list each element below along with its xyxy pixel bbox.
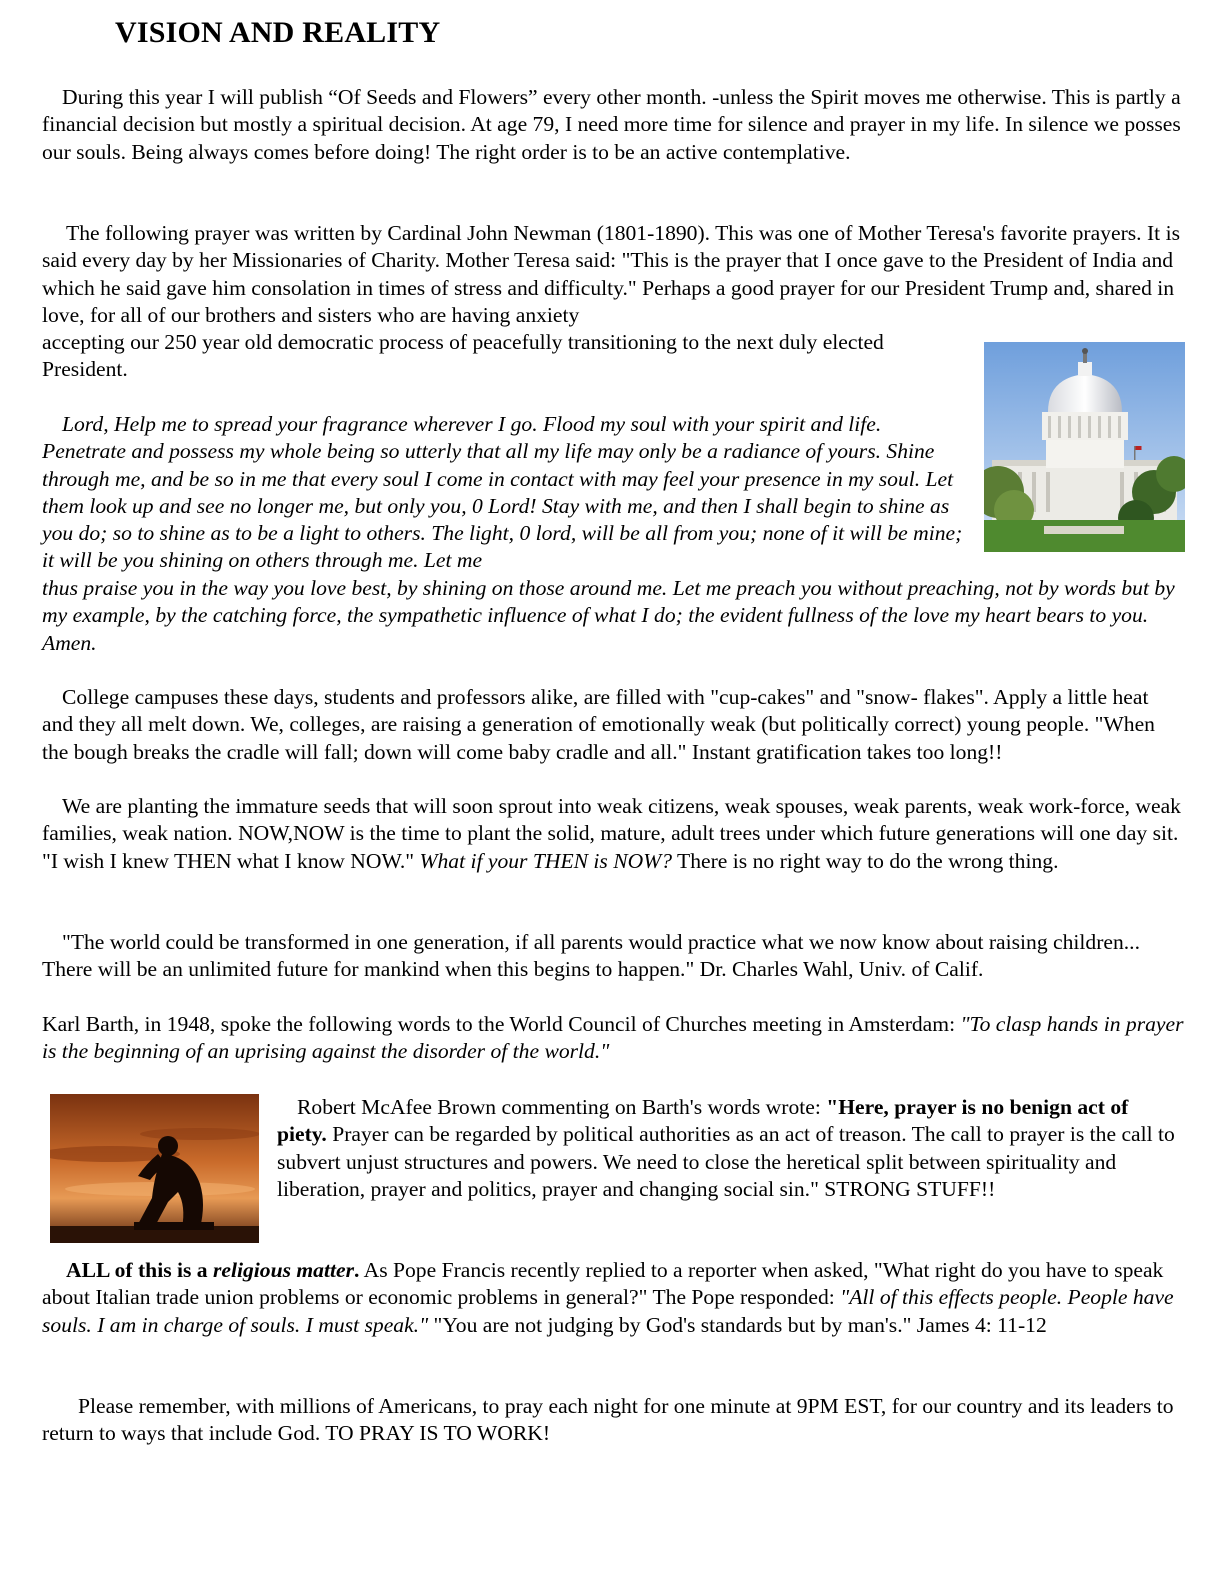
praying-silhouette-image [50, 1094, 259, 1243]
barth-text: Karl Barth, in 1948, spoke the following words to the World Council of Churches meeting in Amsterdam: [42, 1012, 961, 1036]
prayer-text-part1: Lord, Help me to spread your fragrance wherever I go. Flood my soul with your spirit and life. Penetrate and possess my whole being so utterly that all my life may only be a radiance of yours. Shine through me, and be so in me that every soul I come in contact with may feel your presence in my soul. Let them look up and see no longer me, but only you, 0 Lord! Stay with me, and then I shall begin to shine as you do; so to shine as to be a light to others. The light, 0 lord, will be all from you; none of it will be mine; it will be you shining on others through me. Let me [42, 412, 963, 573]
prayer-intro-continued-text: accepting our 250 year old democratic process of peacefully transitioning to the next duly elected President. [42, 330, 884, 382]
religious-matter-emphasis: religious matter [213, 1258, 354, 1282]
prayer-intro-continued [42, 329, 967, 384]
brown-quote-text: Prayer can be regarded by political authorities as an act of treason. The call to prayer is the call to subvert unjust structures and powers. We need to close the heretical split between spirituality and liberation, prayer and politics, prayer and changing social sin." STRONG STUFF!! [277, 1122, 1175, 1201]
prayer-text [42, 411, 967, 575]
page-title: VISION AND REALITY [115, 16, 441, 49]
prayer-text-continued [42, 575, 1184, 657]
immature-seeds-text-end: There is no right way to do the wrong thing. [672, 848, 1059, 873]
brown-bold-quote: "Here, prayer is no benign act of piety. [277, 1095, 1129, 1147]
wahl-quote-text: "The world could be transformed in one generation, if all parents would practice what we now know about raising children... There will be an unlimited future for mankind when this begins to happen." Dr. Charles Wahl, Univ. of Calif. [42, 930, 1140, 982]
barth-quote: "To clasp hands in prayer is the beginning of an uprising against the disorder of the world." [42, 1012, 1184, 1064]
religious-matter-period: . [353, 1258, 360, 1282]
immature-seeds-paragraph [42, 793, 1184, 875]
brown-quote-paragraph [277, 1094, 1182, 1203]
prayer-intro-text: The following prayer was written by Cardinal John Newman (1801-1890). This was one of Mother Teresa's favorite prayers. It is said every day by her Missionaries of Charity. Mother Teresa said: "This is the prayer that I once gave to the President of India and which he said gave him consolation in times of stress and difficulty." Perhaps a good prayer for our President Trump and, shared in love, for all of our brothers and sisters who are having anxiety [42, 221, 1180, 327]
then-is-now-quote: What if your THEN is NOW? [419, 848, 673, 873]
wahl-quote-paragraph [42, 929, 1184, 984]
college-campuses-paragraph [42, 684, 1184, 766]
college-campuses-text: College campuses these days, students and professors alike, are filled with "cup-cakes" and "snow- flakes". Apply a little heat and they all melt down. We, colleges, are raising a generation of emotionally weak (but politically correct) young people. "When the bough breaks the cradle will fall; down will come baby cradle and all." Instant gratification takes too long!! [42, 685, 1155, 764]
capitol-building-image [984, 342, 1185, 552]
intro-text: During this year I will publish “Of Seeds and Flowers” every other month. -unless the Spirit moves me otherwise. This is partly a financial decision but mostly a spiritual decision. At age 79, I need more time for silence and prayer in my life. In silence we posses our souls. Being always comes before doing! The right order is to be an active contemplative. [42, 85, 1181, 164]
pope-quote: "All of this effects people. People have souls. I am in charge of souls. I must speak." [42, 1285, 1174, 1337]
religious-matter-lead: ALL of this is a [66, 1258, 213, 1282]
closing-paragraph [42, 1393, 1184, 1448]
immature-seeds-text: We are planting the immature seeds that will soon sprout into weak citizens, weak spouses, weak parents, weak work-force, weak families, weak nation. NOW,NOW is the time to plant the solid, mature, adult trees under which future generations will one day sit. "I wish I knew THEN what I know NOW." [42, 794, 1181, 873]
brown-intro-text: Robert McAfee Brown commenting on Barth's words wrote: [297, 1095, 827, 1119]
prayer-text-part2: thus praise you in the way you love best, by shining on those around me. Let me preach you without preaching, not by words but by my example, by the catching force, the sympathetic influence of what I do; the evident fullness of the love my heart bears to you. Amen. [42, 576, 1175, 655]
prayer-intro-paragraph [42, 220, 1184, 329]
james-quote: "You are not judging by God's standards but by man's." James 4: 11-12 [428, 1312, 1047, 1337]
intro-paragraph [42, 84, 1184, 166]
pope-francis-text: As Pope Francis recently replied to a reporter when asked, "What right do you have to speak about Italian trade union problems or economic problems in general?" The Pope responded: [42, 1258, 1164, 1310]
religious-matter-paragraph [42, 1257, 1184, 1339]
closing-text: Please remember, with millions of Americans, to pray each night for one minute at 9PM EST, for our country and its leaders to return to ways that include God. TO PRAY IS TO WORK! [42, 1394, 1174, 1446]
barth-paragraph [42, 1011, 1184, 1066]
